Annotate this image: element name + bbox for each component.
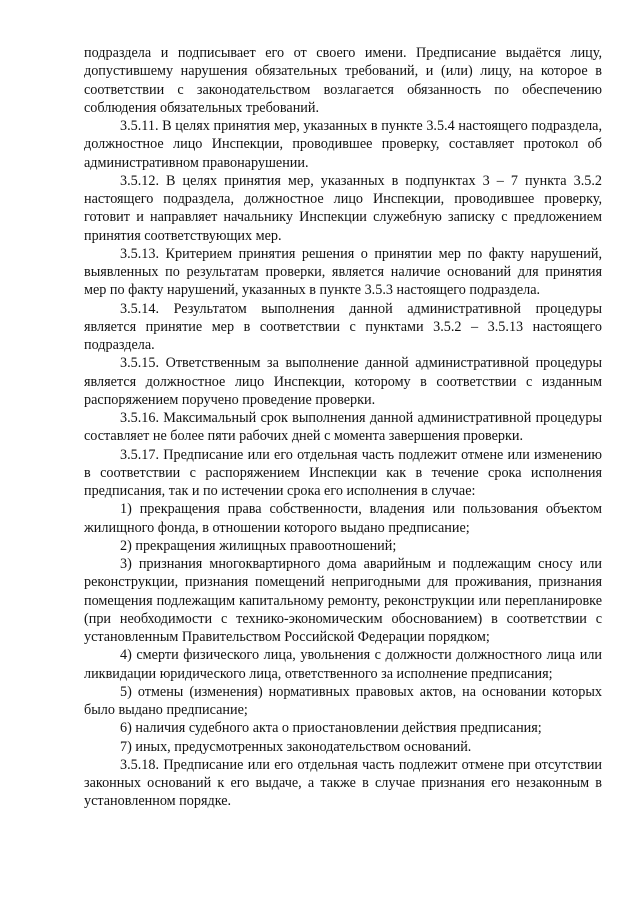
- list-item-2: 2) прекращения жилищных правоотношений;: [120, 537, 397, 554]
- paragraph-3-5-16: 3.5.16. Максимальный срок выполнения данной административной процедуры составляет не более пяти рабочих дней с момента завершения проверки.: [84, 410, 602, 445]
- list-item-6: 6) наличия судебного акта о приостановлении действия предписания;: [120, 720, 542, 737]
- document-page: [84, 44, 602, 811]
- list-item-1: 1) прекращения права собственности, владения или пользования объектом жилищного фонда, в отношении которого выдано предписание;: [84, 501, 602, 536]
- paragraph-3-5-17: 3.5.17. Предписание или его отдельная часть подлежит отмене или изменению в соответствии с распоряжением Инспекции как в течение срока исполнения предписания, так и по истечении срока его исполнения в случае:: [84, 446, 602, 499]
- paragraph-3-5-18: 3.5.18. Предписание или его отдельная часть подлежит отмене при отсутствии законных оснований к его выдаче, а также в случае признания его незаконным в установленном порядке.: [84, 756, 602, 810]
- paragraph-3-5-11: 3.5.11. В целях принятия мер, указанных в пункте 3.5.4 настоящего подраздела, должностное лицо Инспекции, проводившее проверку, составляет протокол об административном правонарушении.: [84, 118, 602, 171]
- list-item-7: 7) иных, предусмотренных законодательством оснований.: [120, 738, 472, 755]
- list-item-3: 3) признания многоквартирного дома аварийным и подлежащим сносу или реконструкции, признания помещений непригодными для проживания, признания помещения подлежащим капитальному ремонту, реконструкции или перепланировке (при необходимости с технико-экономическим обоснованием) в соответствии с установленным Правительством Российской Федерации порядком;: [84, 556, 602, 645]
- paragraph-3-5-14: 3.5.14. Результатом выполнения данной административной процедуры является принятие мер в соответствии с пунктами 3.5.2 – 3.5.13 настоящего подраздела.: [84, 300, 602, 353]
- paragraph-continuation: подраздела и подписывает его от своего имени. Предписание выдаётся лицу, допустившему нарушения обязательных требований, и (или) лицу, на которое в соответствии с законодательством возлагается обязанность по обеспечению соблюдения обязательных требований.: [84, 45, 602, 116]
- paragraph-3-5-13: 3.5.13. Критерием принятия решения о принятии мер по факту нарушений, выявленных по результатам проверки, является наличие оснований для принятия мер по факту нарушений, указанных в пункте 3.5.3 настоящего подраздела.: [84, 245, 602, 299]
- paragraph-3-5-12: 3.5.12. В целях принятия мер, указанных в подпунктах 3 – 7 пункта 3.5.2 настоящего подраздела, должностное лицо Инспекции, проводившее проверку, готовит и направляет начальнику Инспекции служебную записку с предложением принятия соответствующих мер.: [84, 172, 602, 244]
- list-item-5: 5) отмены (изменения) нормативных правовых актов, на основании которых было выдано предписание;: [84, 683, 602, 718]
- list-item-4: 4) смерти физического лица, увольнения с должности должностного лица или ликвидации юридического лица, ответственного за исполнение предписания;: [84, 647, 602, 682]
- paragraph-3-5-15: 3.5.15. Ответственным за выполнение данной административной процедуры является должностное лицо Инспекции, которому в соответствии с изданным распоряжением поручено проведение проверки.: [84, 355, 602, 408]
